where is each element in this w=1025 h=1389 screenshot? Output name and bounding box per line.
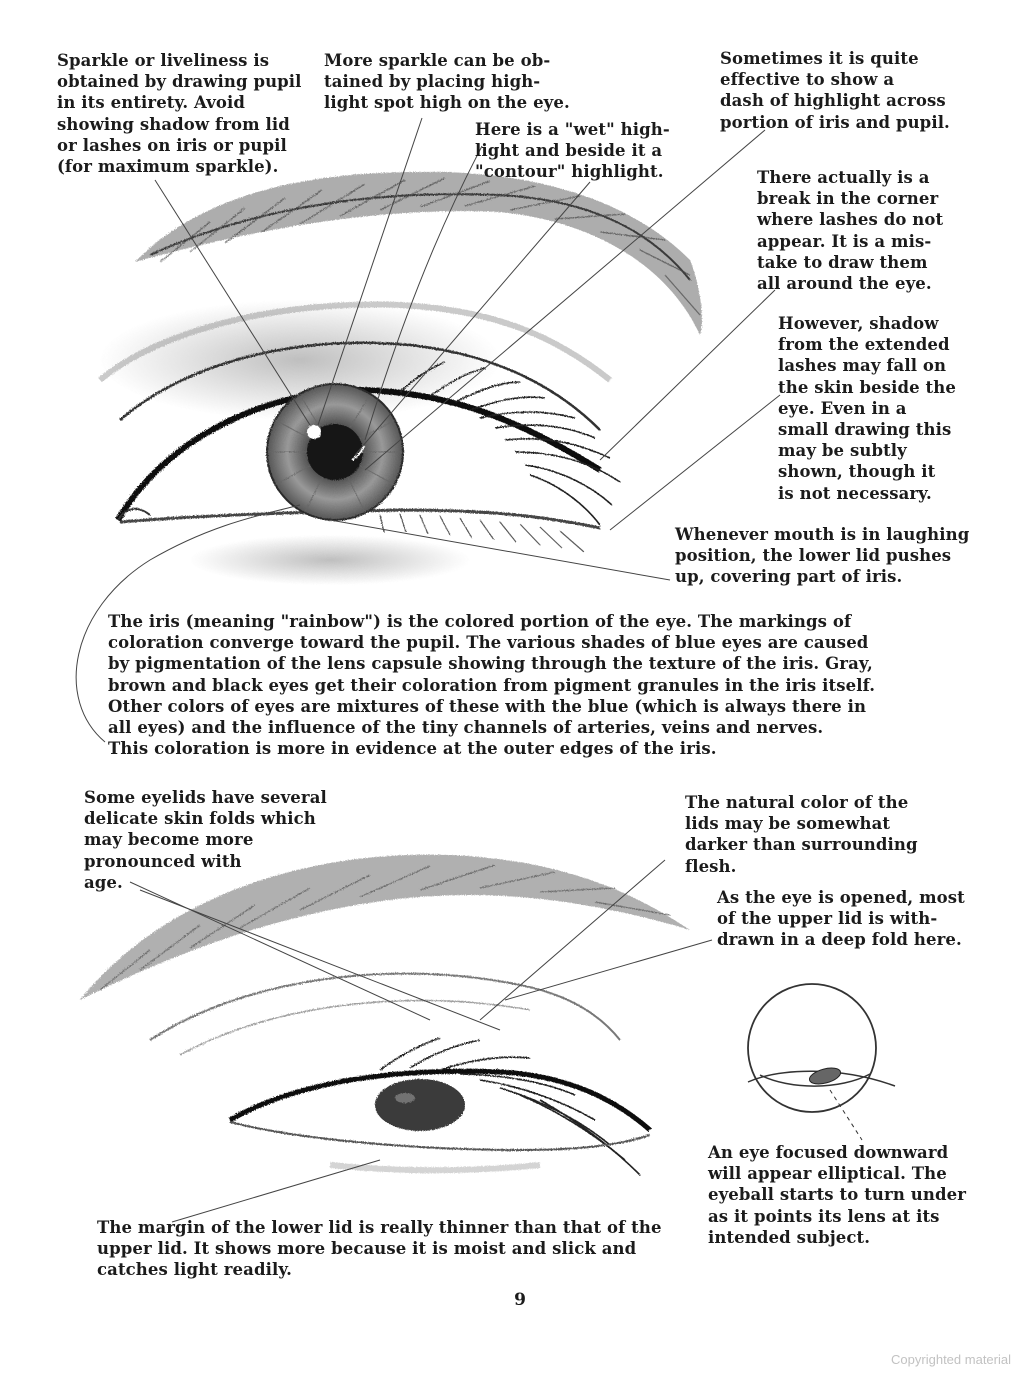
caption-corner-break: There actually is a break in the corner where lashes do not appear. It is a mis- take to draw them all around the eye. — [757, 168, 944, 294]
upper-eye-highlight — [307, 425, 321, 439]
caption-downward: An eye focused downward will appear elliptical. The eyeball starts to turn under as it points its lens at its intended subject. — [708, 1143, 966, 1247]
caption-dash-highlight: Sometimes it is quite effective to show a dash of highlight across portion of iris and pupil. — [720, 49, 950, 132]
caption-laughing: Whenever mouth is in laughing position, the lower lid pushes up, covering part of iris. — [675, 525, 970, 587]
caption-natural-color: The natural color of the lids may be somewhat darker than surrounding flesh. — [685, 793, 918, 876]
upper-eye-drawing — [100, 172, 702, 585]
caption-margin: The margin of the lower lid is really thinner than that of the upper lid. It shows more because it is moist and slick and catches light readily. — [97, 1218, 662, 1280]
sphere-diagram — [748, 984, 895, 1140]
caption-lash-shadow: However, shadow from the extended lashes may fall on the skin beside the eye. Even in a small drawing this may be subtly shown, though it is not necessary. — [778, 314, 956, 503]
lower-eye-iris — [375, 1079, 465, 1131]
page-number: 9 — [514, 1290, 526, 1310]
copyright-watermark: Copyrighted material — [891, 1352, 1011, 1367]
caption-deep-fold: As the eye is opened, most of the upper lid is with- drawn in a deep fold here. — [717, 888, 965, 950]
caption-more-sparkle: More sparkle can be ob- tained by placing high- light spot high on the eye. — [324, 51, 570, 113]
caption-sparkle: Sparkle or liveliness is obtained by drawing pupil in its entirety. Avoid showing shadow from lid or lashes on iris or pupil (for maximum sparkle). — [57, 51, 302, 177]
iris-paragraph: The iris (meaning "rainbow") is the colored portion of the eye. The markings of coloration converge toward the pupil. The various shades of blue eyes are caused by pigmentation of the lens capsule showing through the texture of the iris. Gray, brown and black eyes get their coloration from pigment granules in the iris itself. Other colors of eyes are mixtures of these with the blue (which is always there in all eyes) and the influence of the tiny channels of arteries, veins and nerves. This coloration is more in evidence at the outer edges of the iris. — [108, 612, 876, 759]
caption-skin-folds: Some eyelids have several delicate skin folds which may become more pronounced with age. — [84, 788, 327, 892]
caption-wet-highlight: Here is a "wet" high- light and beside it a "contour" highlight. — [475, 120, 670, 182]
